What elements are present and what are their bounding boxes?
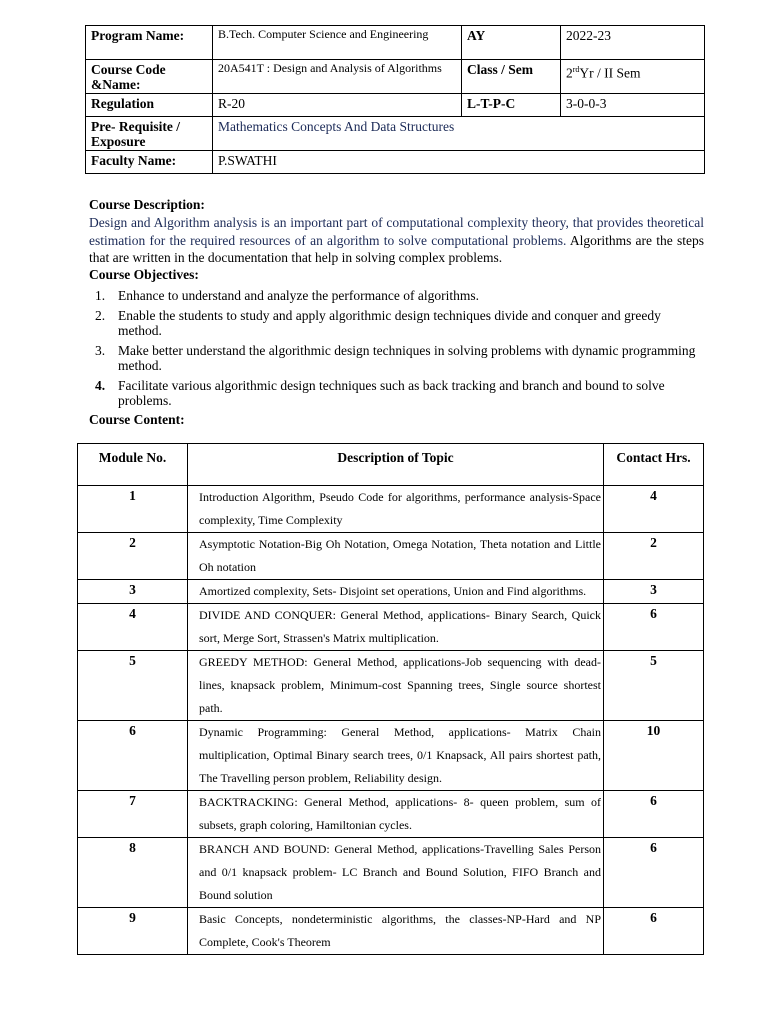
course-info-table	[85, 25, 705, 174]
module-topic: DIVIDE AND CONQUER: General Method, applications- Binary Search, Quick sort, Merge Sort, Strassen's Matrix multiplication.	[188, 604, 604, 651]
module-number: 4	[78, 604, 188, 651]
objective-text: Enhance to understand and analyze the performance of algorithms.	[118, 288, 479, 303]
program-label: Program Name:	[86, 26, 213, 60]
module-topic: Asymptotic Notation-Big Oh Notation, Omega Notation, Theta notation and Little Oh notation	[188, 533, 604, 580]
module-hours: 6	[604, 838, 704, 908]
table-row	[78, 721, 704, 791]
module-number: 8	[78, 838, 188, 908]
objective-text: Enable the students to study and apply algorithmic design techniques divide and conquer and greedy method.	[118, 308, 661, 338]
course-code-row	[86, 60, 705, 94]
module-hours: 4	[604, 486, 704, 533]
table-row	[78, 533, 704, 580]
module-topic: BRANCH AND BOUND: General Method, applications-Travelling Sales Person and 0/1 knapsack problem- LC Branch and Bound Solution, FIFO Branch and Bound solution	[188, 838, 604, 908]
module-number: 2	[78, 533, 188, 580]
class-value-year: 2	[566, 65, 573, 81]
course-objectives-list	[89, 288, 704, 413]
course-objectives-title: Course Objectives:	[89, 267, 199, 282]
faculty-label: Faculty Name:	[86, 151, 213, 174]
class-value-sem: Yr / II Sem	[579, 65, 641, 81]
course-description-text	[89, 214, 704, 267]
table-row	[78, 580, 704, 604]
module-number: 3	[78, 580, 188, 604]
module-hours: 10	[604, 721, 704, 791]
course-description-title: Course Description:	[89, 197, 205, 212]
module-topic: Introduction Algorithm, Pseudo Code for algorithms, performance analysis-Space complexity, Time Complexity	[188, 486, 604, 533]
regulation-row	[86, 94, 705, 117]
table-header-row	[78, 444, 704, 486]
course-description-part1: Design and Algorithm analysis is an important part of computational complexity theory, that provides theoretical estimation for the required resources of an algorithm to solve computational problems.	[89, 215, 704, 248]
table-row	[78, 604, 704, 651]
regulation-value: R-20	[213, 94, 462, 117]
objective-item	[89, 378, 704, 408]
prereq-label: Pre- Requisite / Exposure	[86, 117, 213, 151]
module-number: 9	[78, 908, 188, 955]
objective-item	[89, 288, 704, 303]
module-number: 6	[78, 721, 188, 791]
prereq-row	[86, 117, 705, 151]
module-hours: 2	[604, 533, 704, 580]
objective-item	[89, 308, 704, 338]
module-hours: 6	[604, 604, 704, 651]
module-hours: 6	[604, 791, 704, 838]
faculty-row	[86, 151, 705, 174]
contact-hrs-header: Contact Hrs.	[604, 444, 704, 486]
objective-number: 1.	[95, 288, 106, 303]
prereq-value: Mathematics Concepts And Data Structures	[213, 117, 705, 151]
class-value-sup: rd	[572, 65, 580, 74]
module-hours: 6	[604, 908, 704, 955]
ay-value: 2022-23	[561, 26, 705, 60]
table-row	[78, 791, 704, 838]
module-topic: Dynamic Programming: General Method, applications- Matrix Chain multiplication, Optimal Binary search trees, 0/1 Knapsack, All pairs shortest path, The Travelling person problem, Reliability design.	[188, 721, 604, 791]
program-row	[86, 26, 705, 60]
module-number: 7	[78, 791, 188, 838]
ltpc-label: L-T-P-C	[462, 94, 561, 117]
objective-number: 4.	[95, 378, 106, 393]
table-row	[78, 486, 704, 533]
course-code-label: Course Code &Name:	[86, 60, 213, 94]
program-value: B.Tech. Computer Science and Engineering	[213, 26, 462, 60]
objective-number: 3.	[95, 343, 106, 358]
ltpc-value: 3-0-0-3	[561, 94, 705, 117]
table-row	[78, 838, 704, 908]
faculty-value: P.SWATHI	[213, 151, 705, 174]
module-hours: 5	[604, 651, 704, 721]
regulation-label: Regulation	[86, 94, 213, 117]
module-no-header: Module No.	[78, 444, 188, 486]
table-row	[78, 908, 704, 955]
course-code-value: 20A541T : Design and Analysis of Algorithms	[213, 60, 462, 94]
module-topic: Amortized complexity, Sets- Disjoint set operations, Union and Find algorithms.	[188, 580, 604, 604]
class-value	[561, 60, 705, 94]
ay-label: AY	[462, 26, 561, 60]
objective-text: Facilitate various algorithmic design techniques such as back tracking and branch and bound to solve problems.	[118, 378, 665, 408]
course-content-title: Course Content:	[89, 412, 185, 427]
module-hours: 3	[604, 580, 704, 604]
module-topic: Basic Concepts, nondeterministic algorithms, the classes-NP-Hard and NP Complete, Cook's Theorem	[188, 908, 604, 955]
table-row	[78, 651, 704, 721]
objective-number: 2.	[95, 308, 106, 323]
module-number: 1	[78, 486, 188, 533]
module-topic: BACKTRACKING: General Method, applications- 8- queen problem, sum of subsets, graph coloring, Hamiltonian cycles.	[188, 791, 604, 838]
module-topic: GREEDY METHOD: General Method, applications-Job sequencing with dead-lines, knapsack problem, Minimum-cost Spanning trees, Single source shortest path.	[188, 651, 604, 721]
objective-item	[89, 343, 704, 373]
course-description-part2: Algorithms are the steps that are written in the documentation that help in solving complex problems.	[89, 232, 704, 265]
module-number: 5	[78, 651, 188, 721]
class-label: Class / Sem	[462, 60, 561, 94]
description-header: Description of Topic	[188, 444, 604, 486]
objective-text: Make better understand the algorithmic design techniques in solving problems with dynamic programming method.	[118, 343, 696, 373]
course-content-table	[77, 443, 704, 955]
